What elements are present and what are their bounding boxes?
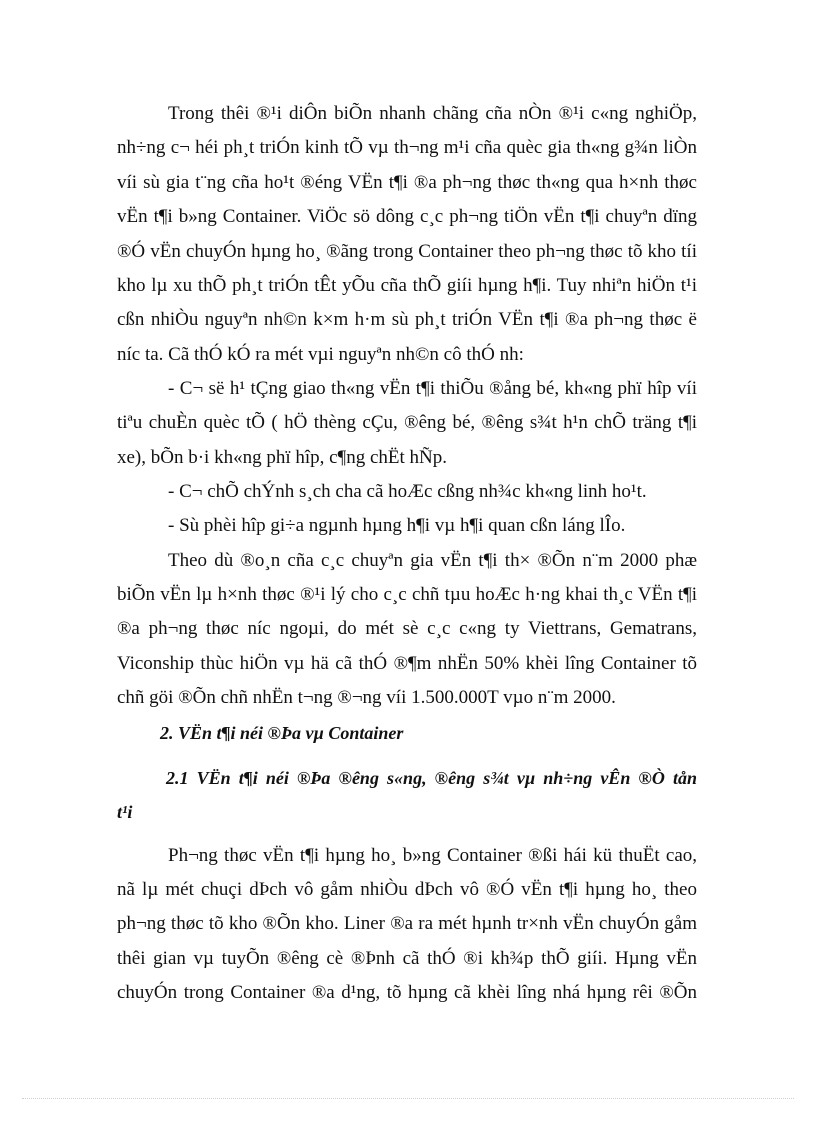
text-line: biÕn vËn lµ h×nh thøc ®¹i lý cho c¸c chñ tµu hoÆc h·ng khai th¸c VËn t¶i	[117, 584, 697, 605]
text-line: kho lµ xu thÕ ph¸t triÓn tÊt yÕu cña thÕ giíi hµng h¶i. Tuy nhiªn hiÖn t¹i	[117, 275, 697, 296]
text-line: ®a ph¬ng thøc níc ngoµi, do mét sè c¸c c«ng ty Viettrans, Gematrans,	[117, 618, 697, 639]
text-line: - C¬ së h¹ tÇng giao th«ng vËn t¶i thiÕu ®ång bé, kh«ng phï hîp víi	[168, 378, 697, 399]
page-bottom-rule	[22, 1098, 794, 1099]
text-line: Ph¬ng thøc vËn t¶i hµng ho¸ b»ng Container ®ßi hái kü thuËt cao,	[168, 845, 697, 866]
text-line: nh÷ng c¬ héi ph¸t triÓn kinh tÕ vµ th¬ng m¹i cña quèc gia th«ng g¾n liÒn	[117, 137, 697, 158]
text-line: ®Ó vËn chuyÓn hµng ho¸ ®ãng trong Container theo ph¬ng thøc tõ kho tíi	[117, 241, 697, 262]
text-line: tiªu chuÈn quèc tÕ ( hÖ thèng cÇu, ®êng bé, ®êng s¾t h¹n chÕ träng t¶i	[117, 412, 697, 433]
text-line: chuyÓn trong Container ®a d¹ng, tõ hµng cã khèi lîng nhá hµng rêi ®Õn	[117, 982, 697, 1003]
text-line: Trong thêi ®¹i diÔn biÕn nhanh chãng cña nÒn ®¹i c«ng nghiÖp,	[168, 103, 697, 124]
text-line: níc ta. Cã thÓ kÓ ra mét vµi nguyªn nh©n cô thÓ nh:	[117, 344, 524, 365]
text-line: chñ göi ®Õn chñ nhËn t¬ng ®¬ng víi 1.500.000T vµo n¨m 2000.	[117, 687, 616, 708]
text-line: xe), bÕn b·i kh«ng phï hîp, c¶ng chËt hÑp.	[117, 447, 447, 468]
bullet-policy: - C¬ chÕ chÝnh s¸ch cha cã hoÆc cßng nh¾c kh«ng linh ho¹t.	[168, 481, 647, 502]
bullet-coordination: - Sù phèi hîp gi÷a ngµnh hµng h¶i vµ h¶i quan cßn láng lÎo.	[168, 515, 626, 536]
heading-line: 2.1 VËn t¶i néi ®Þa ®êng s«ng, ®êng s¾t vµ nh÷ng vÊn ®Ò tån	[166, 768, 697, 788]
heading-line: t¹i	[117, 802, 133, 822]
section-heading: 2. VËn t¶i néi ®Þa vµ Container	[160, 723, 404, 743]
text-line: vËn t¶i b»ng Container. ViÖc sö dông c¸c ph¬ng tiÖn vËn t¶i chuyªn dïng	[117, 206, 697, 227]
text-line: nã lµ mét chuçi dÞch vô gåm nhiÒu dÞch vô ®Ó vËn t¶i hµng ho¸ theo	[117, 879, 697, 900]
text-line: víi sù gia t¨ng cña ho¹t ®éng VËn t¶i ®a ph¬ng thøc th«ng qua h×nh thøc	[117, 172, 697, 193]
text-line: ph¬ng thøc tõ kho ®Õn kho. Liner ®a ra mét hµnh tr×nh vËn chuyÓn gåm	[117, 913, 697, 934]
text-line: Viconship thùc hiÖn vµ hä cã thÓ ®¶m nhËn 50% khèi lîng Container tõ	[117, 653, 697, 674]
text-line: thêi gian vµ tuyÕn ®êng cè ®Þnh cã thÓ ®i kh¾p thÕ giíi. Hµng vËn	[117, 948, 697, 969]
text-line: Theo dù ®o¸n cña c¸c chuyªn gia vËn t¶i th× ®Õn n¨m 2000 phæ	[168, 550, 697, 571]
text-line: cßn nhiÒu nguyªn nh©n k×m h·m sù ph¸t triÓn VËn t¶i ®a ph¬ng thøc ë	[117, 309, 697, 330]
